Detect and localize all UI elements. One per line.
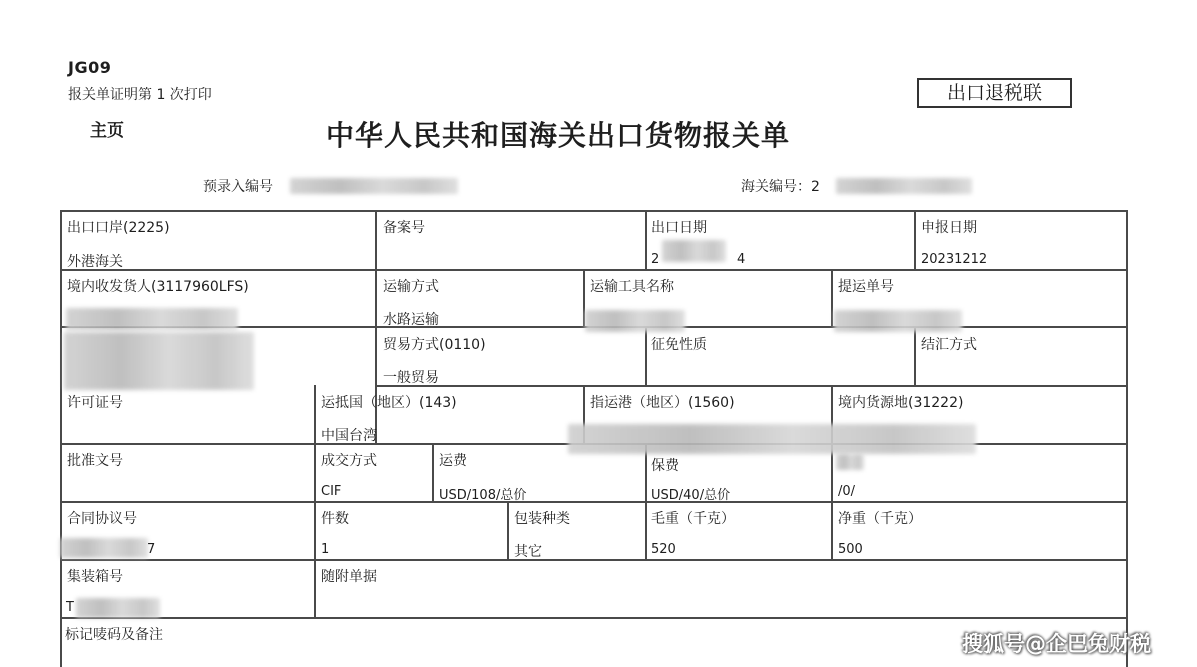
copy-type-box: 出口退税联 (917, 78, 1072, 108)
declare-date-value: 20231212 (921, 252, 988, 267)
destination-country-value: 中国台湾 (321, 428, 377, 444)
export-date-label: 出口日期 (651, 220, 707, 236)
misc-fee-value: /0/ (838, 484, 856, 499)
vehicle-name-label: 运输工具名称 (590, 279, 674, 295)
attached-documents-label: 随附单据 (321, 569, 377, 585)
destination-port-label: 指运港（地区）(1560) (590, 395, 735, 411)
redacted-consignor-name (66, 308, 238, 330)
gross-weight-value: 520 (651, 542, 676, 557)
net-weight-value: 500 (838, 542, 863, 557)
redacted-contract-number (60, 538, 148, 558)
license-label: 许可证号 (67, 395, 123, 411)
redacted-port-and-origin (568, 424, 976, 454)
export-port-label: 出口口岸(2225) (67, 220, 170, 236)
customs-number-label: 海关编号：2 (741, 179, 820, 195)
goods-origin-label: 境内货源地(31222) (838, 395, 964, 411)
page-title: 中华人民共和国海关出口货物报关单 (326, 119, 791, 152)
home-label: 主页 (90, 121, 124, 141)
export-date-value-start: 2 (651, 252, 660, 267)
export-port-value: 外港海关 (67, 254, 123, 270)
pre-entry-number-label: 预录入编号 (203, 179, 273, 195)
contract-number-label: 合同协议号 (67, 511, 137, 527)
freight-label: 运费 (439, 453, 467, 469)
container-number-value-start: T (66, 600, 74, 615)
transport-mode-label: 运输方式 (383, 279, 439, 295)
freight-value: USD/108/总价 (439, 488, 527, 503)
redacted-production-unit (64, 332, 254, 390)
source-watermark: 搜狐号@企巴兔财税 (962, 632, 1151, 656)
deal-mode-label: 成交方式 (321, 453, 377, 469)
export-date-value-end: 4 (737, 252, 746, 267)
destination-country-label: 运抵国（地区）(143) (321, 395, 457, 411)
trade-mode-label: 贸易方式(0110) (383, 337, 486, 353)
consignor-label: 境内收发货人(3117960LFS) (67, 279, 249, 295)
net-weight-label: 净重（千克） (838, 511, 922, 527)
settlement-label: 结汇方式 (921, 337, 977, 353)
exemption-label: 征免性质 (651, 337, 707, 353)
record-number-label: 备案号 (383, 220, 425, 236)
container-number-label: 集装箱号 (67, 569, 123, 585)
bill-number-label: 提运单号 (838, 279, 894, 295)
redacted-export-date (662, 240, 726, 262)
contract-number-value-end: 7 (147, 542, 156, 557)
pieces-value: 1 (321, 542, 330, 557)
approval-number-label: 批准文号 (67, 453, 123, 469)
insurance-value: USD/40/总价 (651, 488, 731, 503)
declare-date-label: 申报日期 (921, 220, 977, 236)
gross-weight-label: 毛重（千克） (651, 511, 735, 527)
redacted-vehicle-name (585, 310, 685, 332)
trade-mode-value: 一般贸易 (383, 370, 439, 386)
deal-mode-value: CIF (321, 484, 342, 499)
pieces-label: 件数 (321, 511, 349, 527)
insurance-label: 保费 (651, 458, 679, 474)
redacted-pre-entry-number (290, 178, 458, 194)
package-type-label: 包装种类 (514, 511, 570, 527)
marks-and-remarks-label: 标记唛码及备注 (65, 627, 163, 643)
transport-mode-value: 水路运输 (383, 312, 439, 328)
redacted-container-number (76, 598, 160, 618)
print-note: 报关单证明第 1 次打印 (68, 87, 212, 103)
package-type-value: 其它 (514, 544, 542, 560)
form-code: JG09 (68, 58, 112, 77)
redacted-misc-label (836, 454, 864, 470)
redacted-bill-number (834, 310, 962, 332)
redacted-customs-number (836, 178, 972, 194)
